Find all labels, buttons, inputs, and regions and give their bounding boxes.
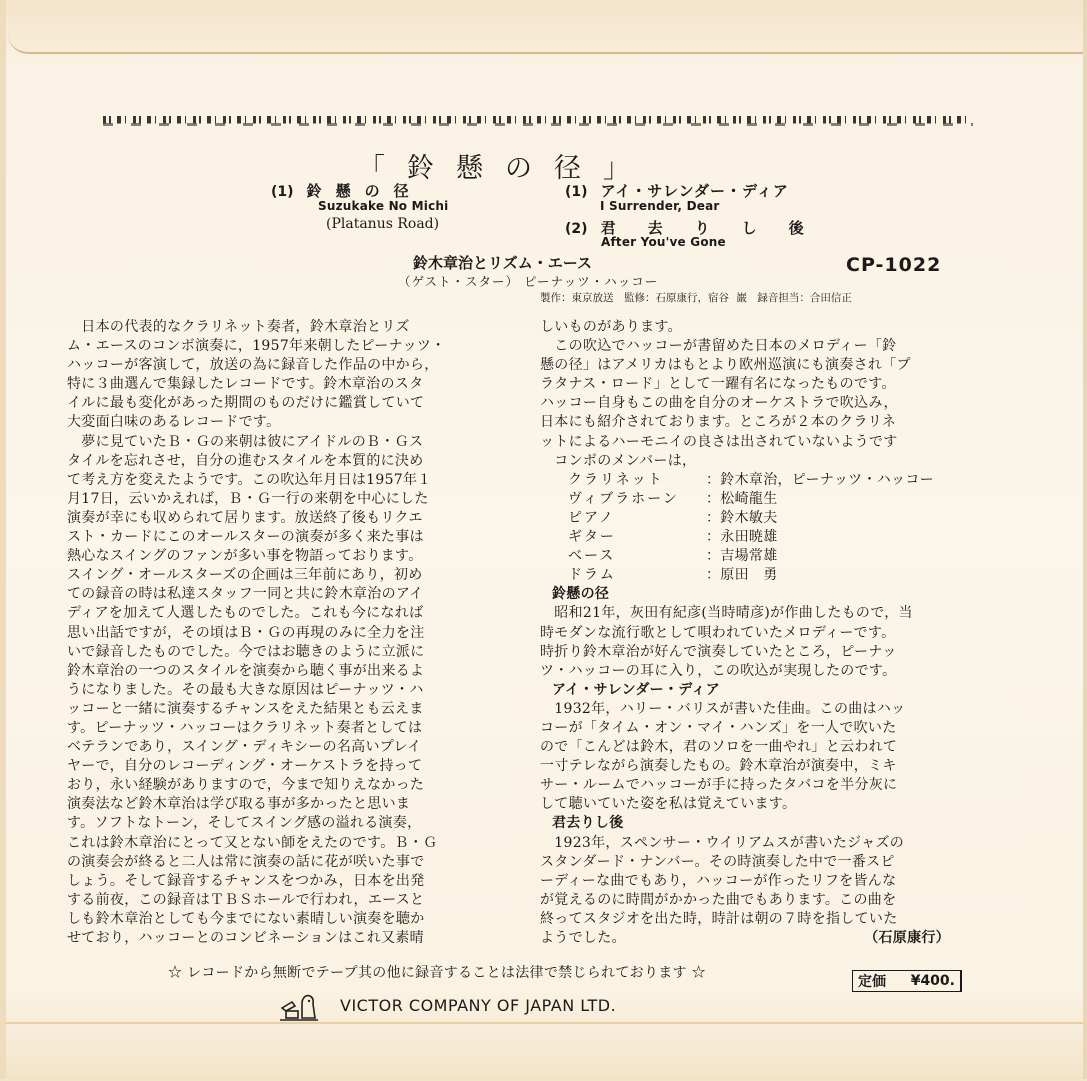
track-title-jp: 鈴懸の径 — [306, 182, 423, 200]
liner-note-line: す。ピーナッツ・ハッコーはクラリネット奏者としては — [67, 719, 423, 736]
member-instrument: ヴィブラホーン — [568, 490, 679, 507]
liner-note-line: せており，ハッコーとのコンビネーションはこれ又素晴 — [67, 930, 424, 946]
member-players: ：永田暁雄 — [706, 529, 778, 546]
artist-name: 鈴木章治とリズム・エース — [413, 254, 592, 272]
main-title: 「鈴懸の径」 — [358, 153, 652, 184]
track-b1-english — [600, 199, 719, 213]
author-signature: （石原康行） — [864, 930, 950, 946]
member-players: ：鈴木敏夫 — [706, 509, 778, 526]
track-a1 — [271, 180, 423, 201]
member-row — [540, 490, 970, 509]
liner-note-line: 大変面白味のあるレコードです。 — [67, 414, 281, 431]
liner-note-line: しいものがあります。 — [540, 319, 682, 335]
member-row — [540, 547, 970, 566]
track-notes — [540, 585, 970, 948]
liner-note-line: コーが「タイム・オン・マイ・ハンズ」を一人で吹いた — [540, 719, 897, 736]
liner-note-line: 特に３曲選んで集録したレコードです。鈴木章治のスタ — [67, 376, 424, 393]
track-title-en: After You've Gone — [601, 235, 726, 249]
track-title-en: Suzukake No Michi — [318, 199, 449, 213]
liner-note-line: す。ソフトなトーン，そしてスイング感の溢れる演奏， — [67, 815, 422, 832]
track-b1 — [565, 180, 789, 201]
track-number: (2) — [565, 221, 588, 237]
guest-star: （ゲスト・スター） ピーナッツ・ハッコー — [398, 274, 659, 289]
liner-note-line: 懸の径」はアメリカはもとより欧州巡演にも演奏され「プ — [540, 357, 911, 374]
sleeve-right-edge — [1083, 0, 1087, 1079]
liner-note-line: 熱心なスイングのファンが多い事を物語っております。 — [67, 548, 423, 565]
liner-note-line: ようでした。 — [540, 930, 626, 946]
member-row — [540, 471, 970, 490]
liner-note-line: 演奏法など鈴木章治は学び取る事が多かったと思いま — [67, 796, 411, 813]
track-title-en: I Surrender, Dear — [600, 199, 720, 213]
company-name: VICTOR COMPANY OF JAPAN LTD. — [340, 996, 617, 1015]
liner-note-line: ラタナス・ロード」として一躍有名になったものです。 — [540, 376, 896, 393]
liner-note-line: 時折り鈴木章治が好んで演奏していたところ，ピーナッ — [540, 643, 897, 660]
track-title-alt: (Platanus Road) — [326, 216, 440, 232]
member-row — [540, 509, 970, 528]
member-instrument: ピアノ — [568, 509, 615, 526]
liner-note-line: イルに最も変化があった期間のものだけに鑑賞していて — [67, 395, 425, 412]
liner-note-line: ので「こんどは鈴木，君のソロを一曲やれ」と云われて — [540, 739, 898, 756]
liner-note-line: ツ・ハッコーの耳に入り，この吹込が実現したのです。 — [540, 662, 897, 679]
liner-note-line: する前夜，この録音はＴＢＳホールで行われ，エースと — [67, 891, 425, 908]
track-title-jp: 君去りし後 — [600, 219, 836, 237]
liner-note-line: が覚えるのに時間がかかった曲でもあります。この曲を — [540, 891, 897, 908]
sleeve-left-edge — [0, 0, 6, 1079]
liner-note-line: 夢に見ていたＢ・Ｇの来朝は彼にアイドルのＢ・Ｇス — [67, 433, 424, 450]
liner-notes-right-column — [540, 318, 970, 948]
liner-note-line: 日本にも紹介されております。ところが２本のクラリネ — [540, 414, 897, 431]
track-note-heading: 君去りし後 — [552, 815, 624, 832]
liner-note-line: ヤーで，自分のレコーディング・オーケストラを持って — [67, 758, 423, 775]
liner-note-line: ベテランであり，スイング・ディキシーの名高いプレイ — [67, 739, 422, 756]
liner-note-line: 1932年，ハリー・バリスが書いた佳曲。この曲はハッ — [540, 700, 906, 717]
liner-note-line: して聴いていた姿を私は覚えています。 — [540, 796, 797, 813]
liner-note-line: ハッコーが客演して，放送の為に録音した作品の中から， — [67, 357, 439, 374]
track-note-heading: アイ・サレンダー・ディア — [552, 681, 721, 698]
liner-note-line: ハッコー自身もこの曲を自分のオーケストラで吹込み， — [540, 395, 898, 412]
liner-note-line: ム・エースのコンボ演奏に，1957年来朝したピーナッツ・ — [67, 338, 446, 355]
production-credits: 製作：東京放送 監修：石原康行，宿谷 巌 録音担当：合田信正 — [540, 292, 852, 304]
price-label: 定価 — [858, 974, 886, 990]
track-a1-english — [318, 199, 448, 213]
member-instrument: ギター — [568, 529, 616, 546]
liner-note-line: コンボのメンバーは， — [540, 452, 697, 469]
member-players: ：松崎龍生 — [706, 490, 778, 507]
liner-note-line: て考え方を変えたようです。この吹込年月日は1957年１ — [67, 471, 432, 488]
liner-note-line: スト・カードにこのオールスターの演奏が多く来た事は — [67, 529, 424, 546]
liner-note-line: この吹込でハッコーが書留めた日本のメロディー「鈴 — [540, 338, 897, 355]
catalog-number: CP-1022 — [846, 254, 942, 276]
liner-note-line: うになりました。その最も大きな原因はピーナッツ・ハ — [67, 681, 424, 698]
liner-notes-left-column — [67, 318, 525, 948]
liner-note-line: ーディーな曲でもあり，ハッコーが作ったリフを皆んな — [540, 872, 897, 889]
liner-note-line: 昭和21年，灰田有紀彦(当時晴彦)が作曲したもので，当 — [540, 605, 913, 622]
track-note-heading: 鈴懸の径 — [552, 586, 610, 603]
liner-note-line: の演奏会が終ると二人は常に演奏の話に花が咲いた事で — [67, 853, 425, 870]
liner-note-line: 思い出話ですが，その頃はＢ・Ｇの再現のみに全力を注 — [67, 624, 425, 641]
liner-note-line: ッコーと一緒に演奏するチャンスをえた結果とも云えま — [67, 700, 424, 717]
member-instrument: ベース — [568, 548, 616, 565]
liner-note-line: 月17日，云いかえれば，Ｂ・Ｇ一行の来朝を中心にした — [67, 490, 429, 507]
member-row — [540, 528, 970, 547]
member-players: ：鈴木章治，ピーナッツ・ハッコー — [706, 471, 934, 488]
track-number: (1) — [271, 184, 294, 200]
liner-note-line: 時モダンな流行歌として唄われていたメロディーです。 — [540, 624, 896, 641]
closing-line — [540, 929, 970, 948]
price-box — [852, 970, 962, 992]
liner-note-line: ディアを加えて人選したものでした。これも今になれば — [67, 605, 424, 622]
liner-notes-intro — [540, 318, 970, 471]
member-players: ：原田 勇 — [706, 567, 778, 584]
dog-and-gramophone-icon — [280, 990, 318, 1022]
liner-note-line: しょう。そして録音するチャンスをつかみ，日本を出発 — [67, 872, 425, 889]
member-players: ：吉場常雄 — [706, 548, 778, 565]
liner-note-line: 日本の代表的なクラリネット奏者，鈴木章治とリズ — [67, 319, 410, 335]
liner-note-line: おり，永い経験がありますので，今まで知りえなかった — [67, 777, 425, 794]
copyright-notice: ☆ レコードから無断でテープ其の他に録音することは法律で禁じられております ☆ — [168, 965, 706, 981]
liner-note-line: 一寸テレながら演奏したもの。鈴木章治が演奏中，ミキ — [540, 758, 897, 775]
liner-note-line: スイング・オールスターズの企画は三年前にあり，初め — [67, 567, 423, 584]
liner-note-line: タイルを忘れさせ，自分の進むスタイルを本質的に決め — [67, 452, 424, 469]
decorative-border-underline — [103, 123, 973, 126]
track-number: (1) — [565, 184, 588, 200]
liner-note-line: ての録音の時は私達スタッフ一同と共に鈴木章治のアイ — [67, 586, 424, 603]
liner-note-line: これは鈴木章治にとって又とない師をえたのです。Ｂ・Ｇ — [67, 834, 438, 851]
liner-note-line: 1923年，スペンサー・ウイリアムスが書いたジャズの — [540, 834, 905, 851]
liner-note-line: 終ってスタジオを出た時，時計は朝の７時を指していた — [540, 910, 898, 927]
member-instrument: ドラム — [568, 567, 616, 584]
member-row — [540, 566, 970, 585]
track-a1-alt — [326, 216, 439, 232]
member-instrument: クラリネット — [568, 471, 664, 488]
sleeve-top-flap — [8, 0, 1087, 54]
liner-note-line: 鈴木章治の一つのスタイルを演奏から聴く事が出来るよ — [67, 662, 425, 679]
liner-note-line: サー・ルームでハッコーが手に持ったタバコを半分灰に — [540, 777, 898, 794]
track-b2-english — [601, 235, 726, 249]
combo-members-list — [540, 471, 970, 586]
liner-note-line: 演奏が幸にも収められて居ります。放送終了後もリクエ — [67, 509, 423, 526]
liner-note-line: スタンダード・ナンバー。その時演奏した中で一番スピ — [540, 853, 895, 870]
liner-note-line: いで録音したものでした。今ではお聴きのように立派に — [67, 643, 425, 660]
liner-note-line: しも鈴木章治としても今までにない素晴しい演奏を聴か — [67, 910, 425, 927]
liner-note-line: ットによるハーモニイの良さは出されていないようです — [540, 433, 898, 450]
sleeve-bottom-flap — [0, 1022, 1087, 1081]
price-value: ¥400. — [910, 973, 955, 989]
track-title-jp: アイ・サレンダー・ディア — [600, 182, 789, 200]
